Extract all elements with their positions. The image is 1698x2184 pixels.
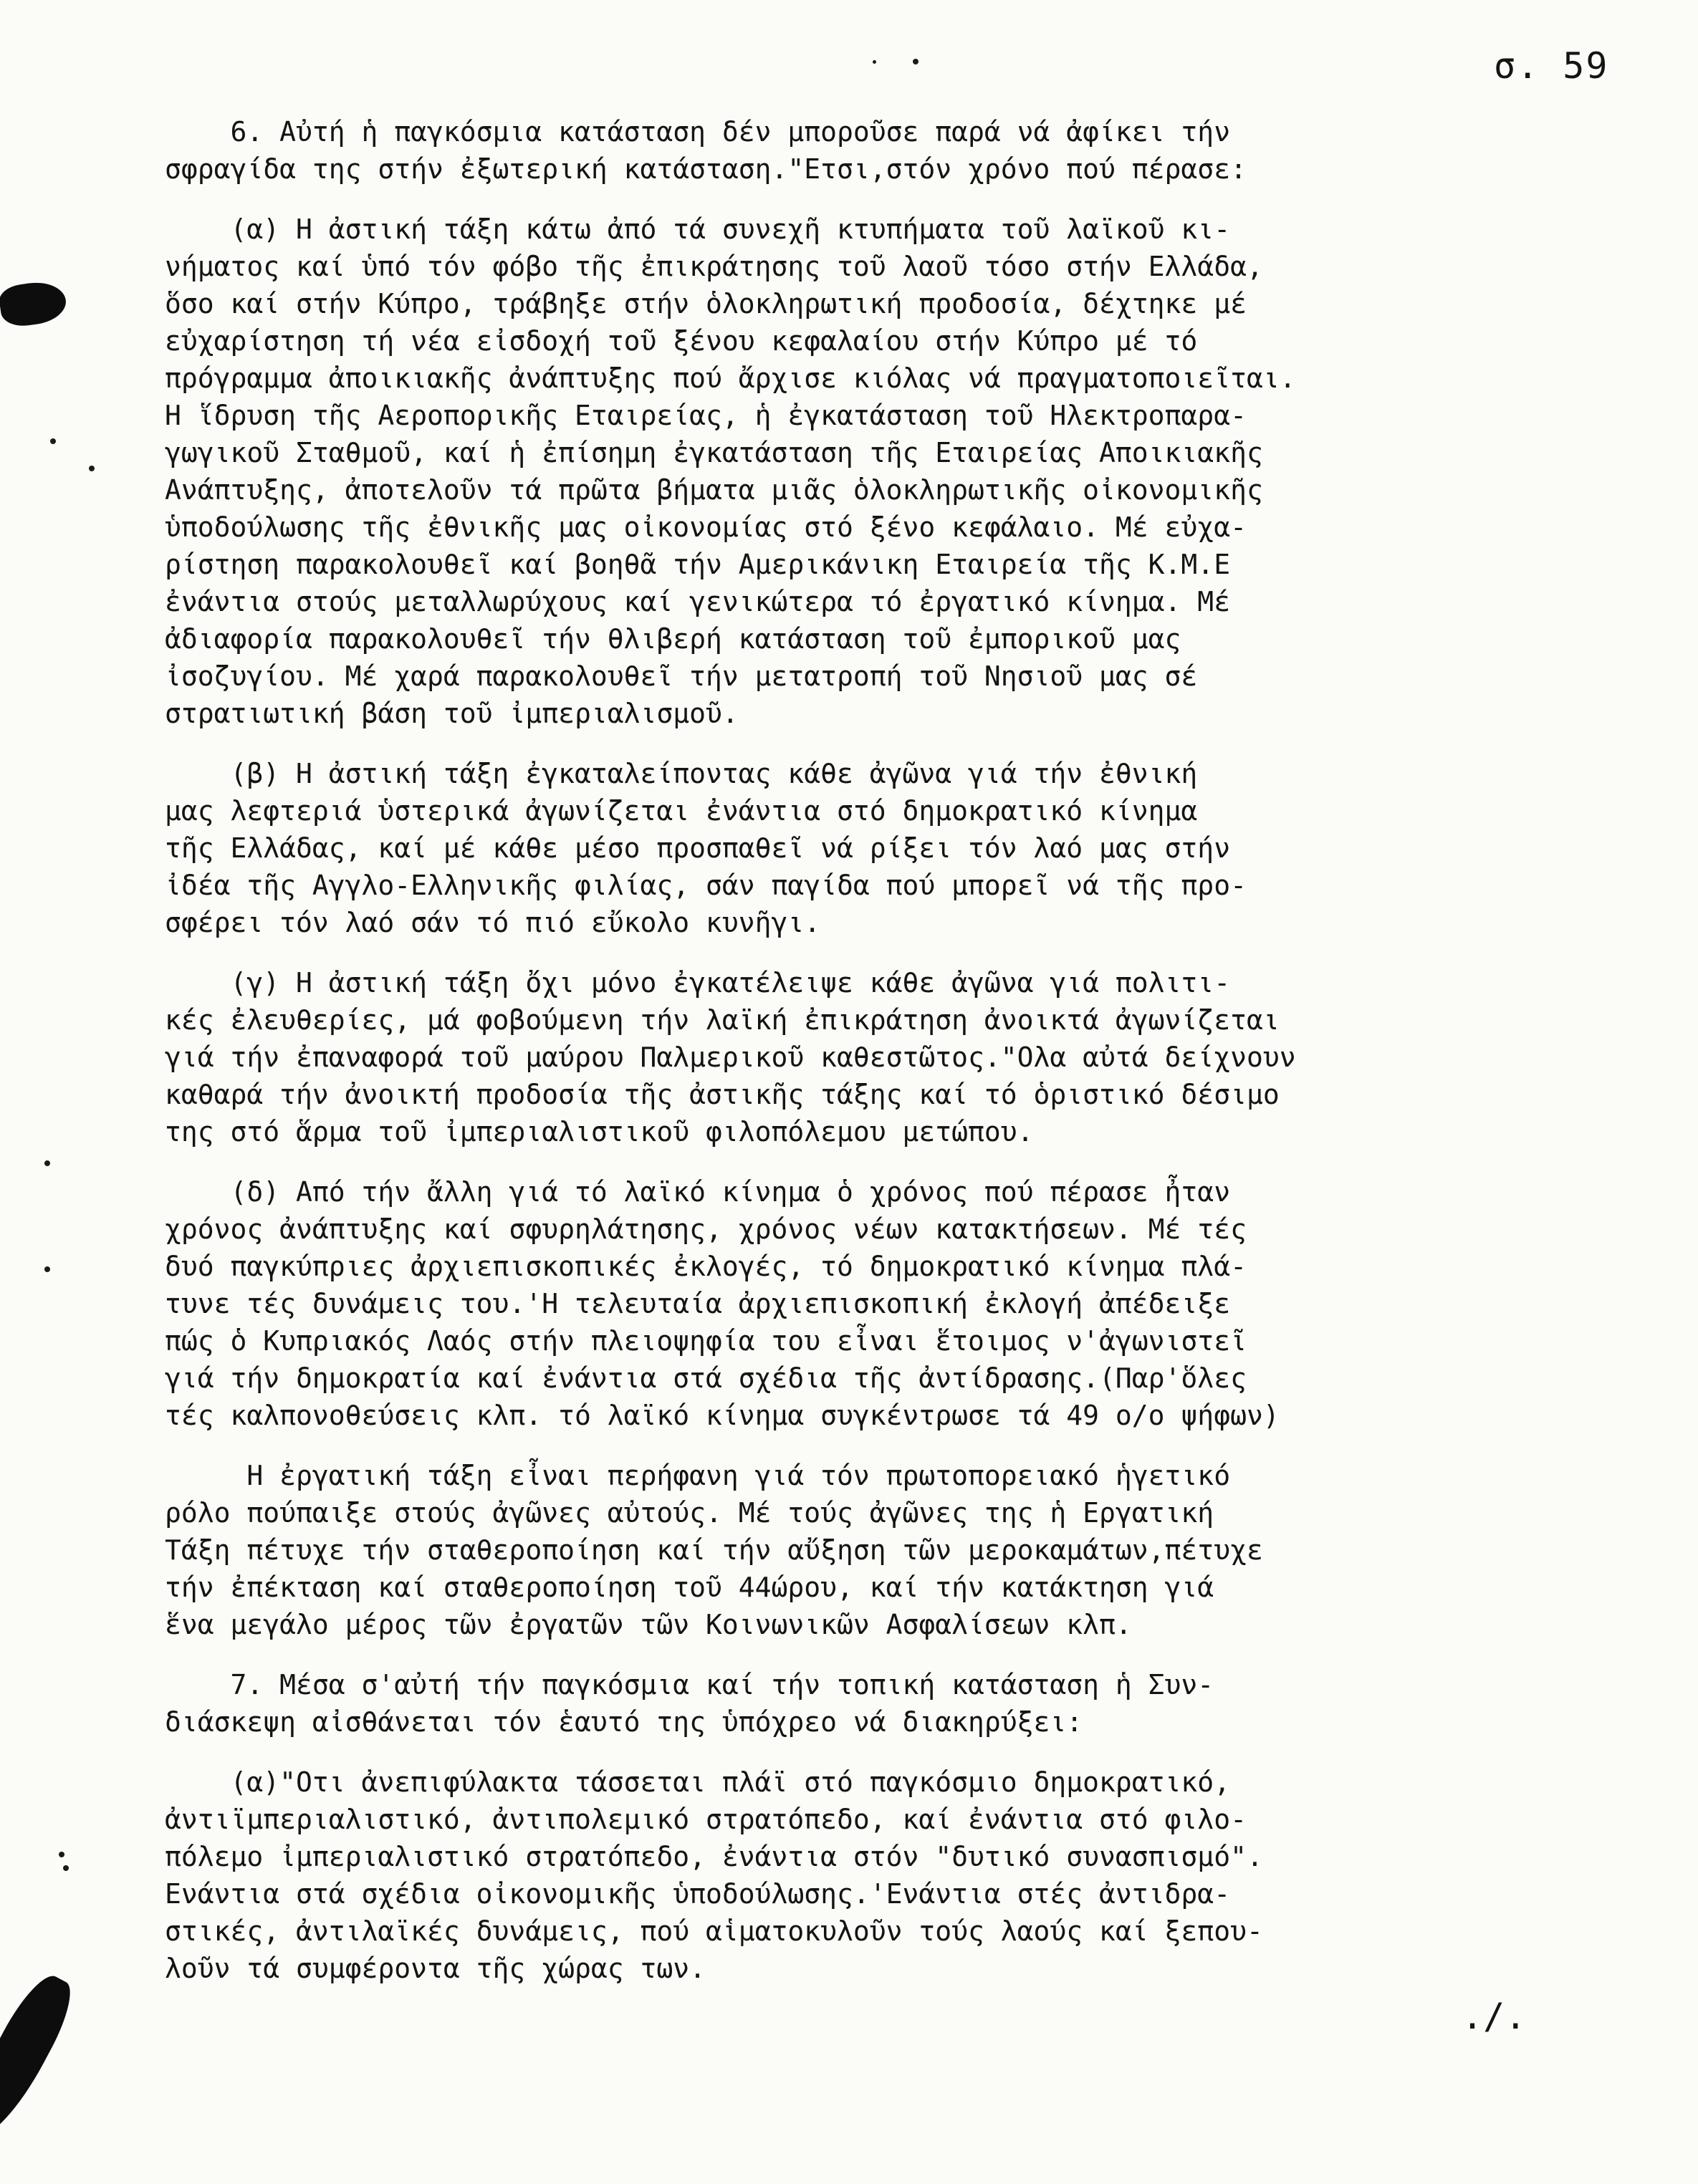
text-line: τῆς Ελλάδας, καί μέ κάθε μέσο προσπαθεῖ νά ρίξει τόν λαό μας στήν [165,832,1231,864]
text-line: Η ἵδρυση τῆς Αεροπορικῆς Εταιρείας, ἡ ἐγκατάσταση τοῦ Ηλεκτροπαρα- [165,400,1247,431]
text-line: ἀδιαφορία παρακολουθεῖ τήν θλιβερή κατάσταση τοῦ ἐμπορικοῦ μας [165,623,1181,655]
paragraph-working-class [165,1457,1612,1643]
text-line: (β) Η ἀστική τάξη ἐγκαταλείποντας κάθε ἀγῶνα γιά τήν ἐθνική [165,758,1198,789]
scan-speck [44,1160,50,1166]
scan-speck [89,466,95,471]
ink-blot-left-lower [0,1967,82,2149]
text-line: της στό ἅρμα τοῦ ἰμπεριαλιστικοῦ φιλοπόλεμου μετώπου. [165,1116,1034,1148]
text-line: (α)"Οτι ἀνεπιφύλακτα τάσσεται πλάϊ στό παγκόσμιο δημοκρατικό, [165,1766,1231,1798]
text-line: ἰδέα τῆς Αγγλο-Ελληνικῆς φιλίας, σάν παγίδα πού μπορεῖ νά τῆς προ- [165,870,1247,901]
text-line: λοῦν τά συμφέροντα τῆς χώρας των. [165,1953,706,1984]
scan-speck [873,60,876,64]
text-line: ἐνάντια στούς μεταλλωρύχους καί γενικώτερα τό ἐργατικό κίνημα. Μέ [165,586,1231,617]
text-line: σφέρει τόν λαό σάν τό πιό εὔκολο κυνῆγι. [165,907,821,938]
text-line: στρατιωτική βάση τοῦ ἰμπεριαλισμοῦ. [165,698,739,729]
text-line: δυό παγκύπριες ἀρχιεπισκοπικές ἐκλογές, τό δημοκρατικό κίνημα πλά- [165,1251,1247,1282]
text-line: μας λεφτεριά ὑστερικά ἀγωνίζεται ἐνάντια στό δημοκρατικό κίνημα [165,795,1198,827]
text-line: σφραγίδα της στήν ἐξωτερική κατάσταση."Ετσι,στόν χρόνο πού πέρασε: [165,153,1247,185]
text-line: (δ) Από τήν ἄλλη γιά τό λαϊκό κίνημα ὁ χρόνος πού πέρασε ἦταν [165,1176,1231,1208]
text-line: ρίστηση παρακολουθεῖ καί βοηθᾶ τήν Αμερικάνικη Εταιρεία τῆς Κ.Μ.Ε [165,549,1231,580]
text-line: γιά τήν ἐπαναφορά τοῦ μαύρου Παλμερικοῦ καθεστῶτος."Ολα αὐτά δείχνουν [165,1042,1296,1073]
text-line: τυνε τές δυνάμεις του.'Η τελευταία ἀρχιεπισκοπική ἐκλογή ἀπέδειξε [165,1288,1231,1319]
body-text [165,113,1612,2010]
continuation-mark: ./. [1462,1996,1527,2037]
text-line: Τάξη πέτυχε τήν σταθεροποίηση καί τήν αὔξηση τῶν μεροκαμάτων,πέτυχε [165,1534,1263,1566]
text-line: Η ἐργατική τάξη εἶναι περήφανη γιά τόν πρωτοπορειακό ἡγετικό [165,1460,1231,1491]
paragraph-6c [165,964,1612,1150]
scan-speck [63,1865,69,1871]
text-line: (γ) Η ἀστική τάξη ὄχι μόνο ἐγκατέλειψε κάθε ἀγῶνα γιά πολιτι- [165,967,1231,999]
text-line: ἕνα μεγάλο μέρος τῶν ἐργατῶν τῶν Κοινωνικῶν Ασφαλίσεων κλπ. [165,1609,1132,1640]
text-line: στικές, ἀντιλαϊκές δυνάμεις, πού αἱματοκυλοῦν τούς λαούς καί ξεπου- [165,1915,1263,1947]
text-line: Ενάντια στά σχέδια οἰκονομικῆς ὑποδούλωσης.'Ενάντια στές ἀντιδρα- [165,1878,1231,1910]
text-line: Ανάπτυξης, ἀποτελοῦν τά πρῶτα βήματα μιᾶς ὁλοκληρωτικῆς οἰκονομικῆς [165,474,1263,506]
text-line: ὅσο καί στήν Κύπρο, τράβηξε στήν ὁλοκληρωτική προδοσία, δέχτηκε μέ [165,288,1247,319]
text-line: πώς ὁ Κυπριακός Λαός στήν πλειοψηφία του εἶναι ἕτοιμος ν'ἀγωνιστεῖ [165,1325,1247,1357]
text-line: (α) Η ἀστική τάξη κάτω ἀπό τά συνεχῆ κτυπήματα τοῦ λαϊκοῦ κι- [165,213,1231,245]
text-line: ἰσοζυγίου. Μέ χαρά παρακολουθεῖ τήν μετατροπή τοῦ Νησιοῦ μας σέ [165,660,1198,692]
scan-speck [50,438,56,444]
text-line: νήματος καί ὑπό τόν φόβο τῆς ἐπικράτησης τοῦ λαοῦ τόσο στήν Ελλάδα, [165,251,1263,282]
scan-speck [59,1852,64,1857]
text-line: εὐχαρίστηση τή νέα εἰσδοχή τοῦ ξένου κεφαλαίου στήν Κύπρο μέ τό [165,325,1198,357]
scan-speck [44,1266,50,1272]
paragraph-6b [165,755,1612,941]
paragraph-6a [165,211,1612,732]
scan-speck [913,59,918,64]
paragraph-7a [165,1764,1612,1987]
text-line: 7. Μέσα σ'αὐτή τήν παγκόσμια καί τήν τοπική κατάσταση ἡ Συν- [165,1669,1214,1700]
text-line: ἀντιϊμπεριαλιστικό, ἀντιπολεμικό στρατόπεδο, καί ἐνάντια στό φιλο- [165,1804,1247,1835]
text-line: ὑποδούλωσης τῆς ἐθνικῆς μας οἰκονομίας στό ξένο κεφάλαιο. Μέ εὐχα- [165,511,1247,543]
paragraph-6-intro [165,113,1612,188]
page-number: σ. 59 [1494,45,1609,87]
text-line: χρόνος ἀνάπτυξης καί σφυρηλάτησης, χρόνος νέων κατακτήσεων. Μέ τές [165,1213,1247,1245]
text-line: τές καλπονοθεύσεις κλπ. τό λαϊκό κίνημα συγκέντρωσε τά 49 ο/ο ψήφων) [165,1400,1280,1431]
text-line: κές ἐλευθερίες, μά φοβούμενη τήν λαϊκή ἐπικράτηση ἀνοικτά ἀγωνίζεται [165,1004,1280,1036]
paragraph-7-intro [165,1666,1612,1741]
text-line: καθαρά τήν ἀνοικτή προδοσία τῆς ἀστικῆς τάξης καί τό ὁριστικό δέσιμο [165,1079,1280,1110]
text-line: διάσκεψη αἰσθάνεται τόν ἑαυτό της ὑπόχρεο νά διακηρύξει: [165,1706,1083,1738]
text-line: ρόλο πούπαιξε στούς ἀγῶνες αὐτούς. Μέ τούς ἀγῶνες της ἡ Εργατική [165,1497,1214,1529]
text-line: τήν ἐπέκταση καί σταθεροποίηση τοῦ 44ώρου, καί τήν κατάκτηση γιά [165,1572,1214,1603]
ink-blot-left-upper [0,279,69,329]
text-line: 6. Αὐτή ἡ παγκόσμια κατάσταση δέν μποροῦσε παρά νά ἀφίκει τήν [165,116,1231,148]
paragraph-6d [165,1173,1612,1434]
text-line: γιά τήν δημοκρατία καί ἐνάντια στά σχέδια τῆς ἀντίδρασης.(Παρ'ὅλες [165,1362,1247,1394]
text-line: γωγικοῦ Σταθμοῦ, καί ἡ ἐπίσημη ἐγκατάσταση τῆς Εταιρείας Αποικιακῆς [165,437,1263,468]
text-line: πόλεμο ἰμπεριαλιστικό στρατόπεδο, ἐνάντια στόν "δυτικό συνασπισμό". [165,1841,1263,1872]
text-line: πρόγραμμα ἀποικιακῆς ἀνάπτυξης πού ἄρχισε κιόλας νά πραγματοποιεῖται. [165,362,1296,394]
